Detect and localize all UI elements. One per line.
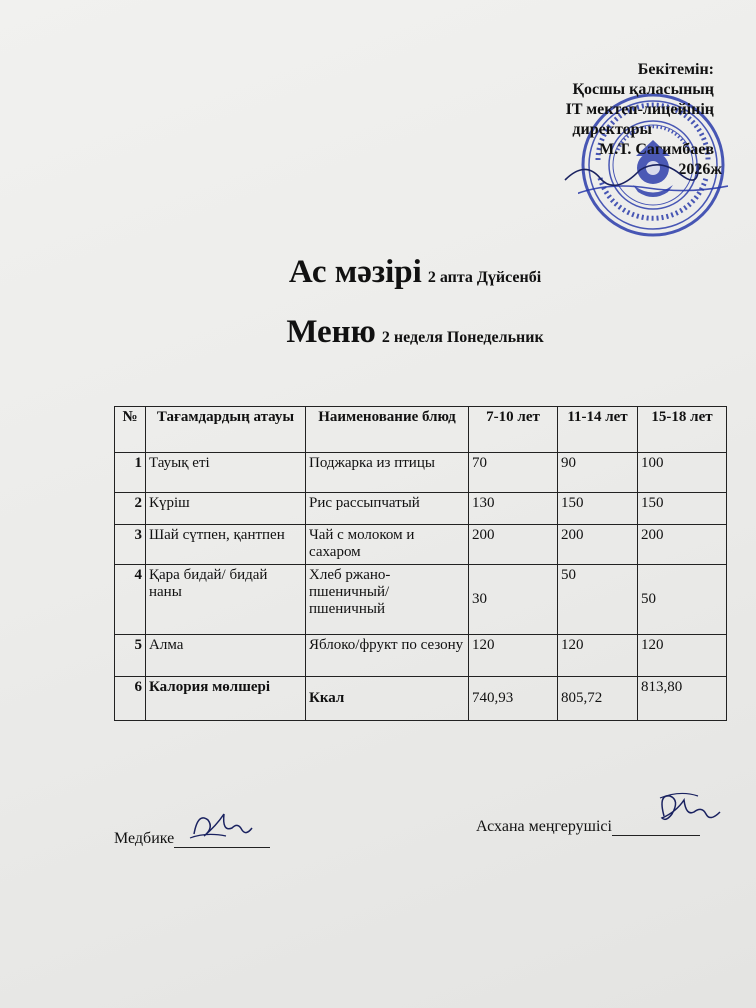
calories-15-18: 813,80: [638, 677, 727, 721]
portion-7-10: 70: [469, 453, 558, 493]
row-number: 1: [115, 453, 146, 493]
header-age-11-14: 11-14 лет: [558, 407, 638, 453]
title-russian-main: Меню: [286, 314, 376, 350]
portion-15-18: 100: [638, 453, 727, 493]
header-name-ru: Наименование блюд: [306, 407, 469, 453]
row-number: 4: [115, 565, 146, 635]
dish-name-kz: Күріш: [146, 493, 306, 525]
approval-heading: Бекітемін:: [637, 61, 714, 78]
table-row: [115, 453, 727, 493]
table-row-total: [115, 677, 727, 721]
portion-11-14: 50: [558, 565, 638, 635]
row-number: 5: [115, 635, 146, 677]
dish-name-ru: Яблоко/фрукт по сезону: [306, 635, 469, 677]
title-russian-sub: 2 неделя Понедельник: [381, 329, 544, 346]
calories-11-14: 805,72: [558, 677, 638, 721]
row-number: 6: [115, 677, 146, 721]
dish-name-kz: Қара бидай/ бидай наны: [146, 565, 306, 635]
table-row: [115, 635, 727, 677]
portion-15-18: 120: [638, 635, 727, 677]
portion-7-10: 30: [469, 565, 558, 635]
row-number: 3: [115, 525, 146, 565]
header-age-7-10: 7-10 лет: [469, 407, 558, 453]
approval-director-name: М.Т. Сагимбаев: [599, 141, 714, 158]
approval-school: IT мектеп-лицейінің: [565, 101, 714, 118]
portion-7-10: 130: [469, 493, 558, 525]
portion-7-10: 120: [469, 635, 558, 677]
portion-11-14: 120: [558, 635, 638, 677]
portion-11-14: 200: [558, 525, 638, 565]
approval-position: директоры: [572, 121, 652, 138]
title-russian: [0, 314, 756, 351]
title-kazakh-main: Ас мәзірі: [288, 254, 422, 290]
medic-signature-icon: [186, 806, 256, 846]
calories-7-10: 740,93: [469, 677, 558, 721]
dish-name-ru: Рис рассыпчатый: [306, 493, 469, 525]
header-number: №: [115, 407, 146, 453]
header-name-kz: Тағамдардың атауы: [146, 407, 306, 453]
director-signature-icon: [560, 150, 700, 190]
approval-date: 2026ж: [678, 161, 722, 178]
portion-11-14: 90: [558, 453, 638, 493]
portion-11-14: 150: [558, 493, 638, 525]
dish-name-ru: Чай с молоком и сахаром: [306, 525, 469, 565]
kitchen-signature-icon: [650, 786, 726, 834]
dish-name-ru: Хлеб ржано-пшеничный/ пшеничный: [306, 565, 469, 635]
row-number: 2: [115, 493, 146, 525]
calorie-label-ru: Ккал: [306, 677, 469, 721]
title-kazakh-sub: 2 апта Дүйсенбі: [427, 269, 542, 286]
table-row: [115, 525, 727, 565]
table-row: [115, 565, 727, 635]
dish-name-kz: Алма: [146, 635, 306, 677]
dish-name-kz: Шай сүтпен, қантпен: [146, 525, 306, 565]
portion-15-18: 150: [638, 493, 727, 525]
title-kazakh: [0, 254, 756, 291]
header-age-15-18: 15-18 лет: [638, 407, 727, 453]
portion-15-18: 50: [638, 565, 727, 635]
table-row: [115, 493, 727, 525]
calorie-label-kz: Калория мөлшері: [146, 677, 306, 721]
kitchen-head-label: Асхана меңгерушісі: [476, 818, 612, 835]
dish-name-ru: Поджарка из птицы: [306, 453, 469, 493]
dish-name-kz: Тауық еті: [146, 453, 306, 493]
table-header-row: [115, 407, 727, 453]
portion-7-10: 200: [469, 525, 558, 565]
medic-label: Медбике: [114, 830, 175, 847]
menu-table: [114, 406, 727, 721]
approval-city: Қосшы қаласының: [572, 81, 714, 98]
portion-15-18: 200: [638, 525, 727, 565]
